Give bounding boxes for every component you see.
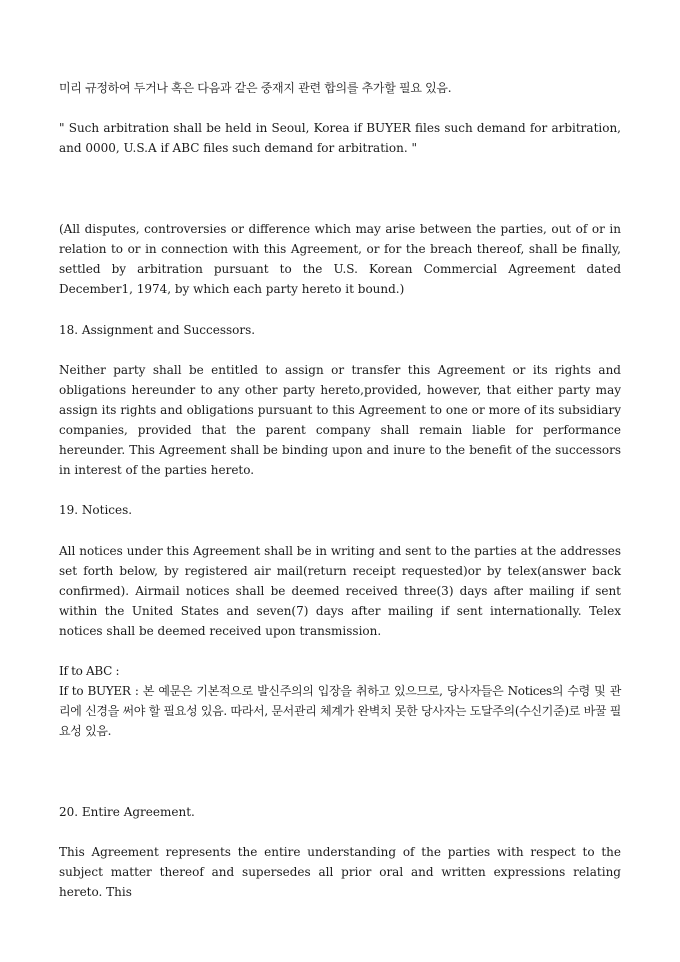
- notice-recipients: [59, 661, 621, 741]
- section-19-heading: 19. Notices.: [59, 503, 133, 517]
- if-to-abc: If to ABC :: [59, 664, 120, 678]
- arbitration-clause: " Such arbitration shall be held in Seoul, Korea if BUYER files such demand for arbitration, and 0000, U.S.A if ABC files such demand for arbitration. ": [59, 121, 621, 155]
- section-18-body: Neither party shall be entitled to assign or transfer this Agreement or its rights and obligations hereunder to any other party hereto,provided, however, that either party may assign its rights and obligations pursuant to this Agreement to one or more of its subsidiary companies, provided that the parent company shall remain liable for performance hereunder. This Agreement shall be binding upon and inure to the benefit of the successors in interest of the parties hereto.: [59, 363, 621, 477]
- disputes-paragraph: (All disputes, controversies or difference which may arise between the parties, out of or in relation to or in connection with this Agreement, or for the breach thereof, shall be finally, settled by arbitration pursuant to the U.S. Korean Commercial Agreement dated December1, 1974, by which each party hereto it bound.): [59, 222, 621, 296]
- if-to-buyer-note: If to BUYER : 본 예문은 기본적으로 발신주의의 입장을 취하고 있으므로, 당사자들은 Notices의 수령 및 관리에 신경을 써야 할 필요성 있음. 따라서, 문서관리 체계가 완벽치 못한 당사자는 도달주의(수신기준)로 바꿀 필요성 있음.: [59, 684, 621, 738]
- intro-korean-note: 미리 규정하여 두거나 혹은 다음과 같은 중재지 관련 합의를 추가할 필요 있음.: [59, 81, 452, 95]
- section-18-heading: 18. Assignment and Successors.: [59, 323, 256, 337]
- section-20-heading: 20. Entire Agreement.: [59, 805, 195, 819]
- section-20-body: This Agreement represents the entire understanding of the parties with respect to the subject matter thereof and supersedes all prior oral and written expressions relating hereto. This: [59, 845, 621, 899]
- section-19-body: All notices under this Agreement shall be in writing and sent to the parties at the addresses set forth below, by registered air mail(return receipt requested)or by telex(answer back confirmed). Airmail notices shall be deemed received three(3) days after mailing if sent within the United States and seven(7) days after mailing if sent internationally. Telex notices shall be deemed received upon transmission.: [59, 544, 621, 638]
